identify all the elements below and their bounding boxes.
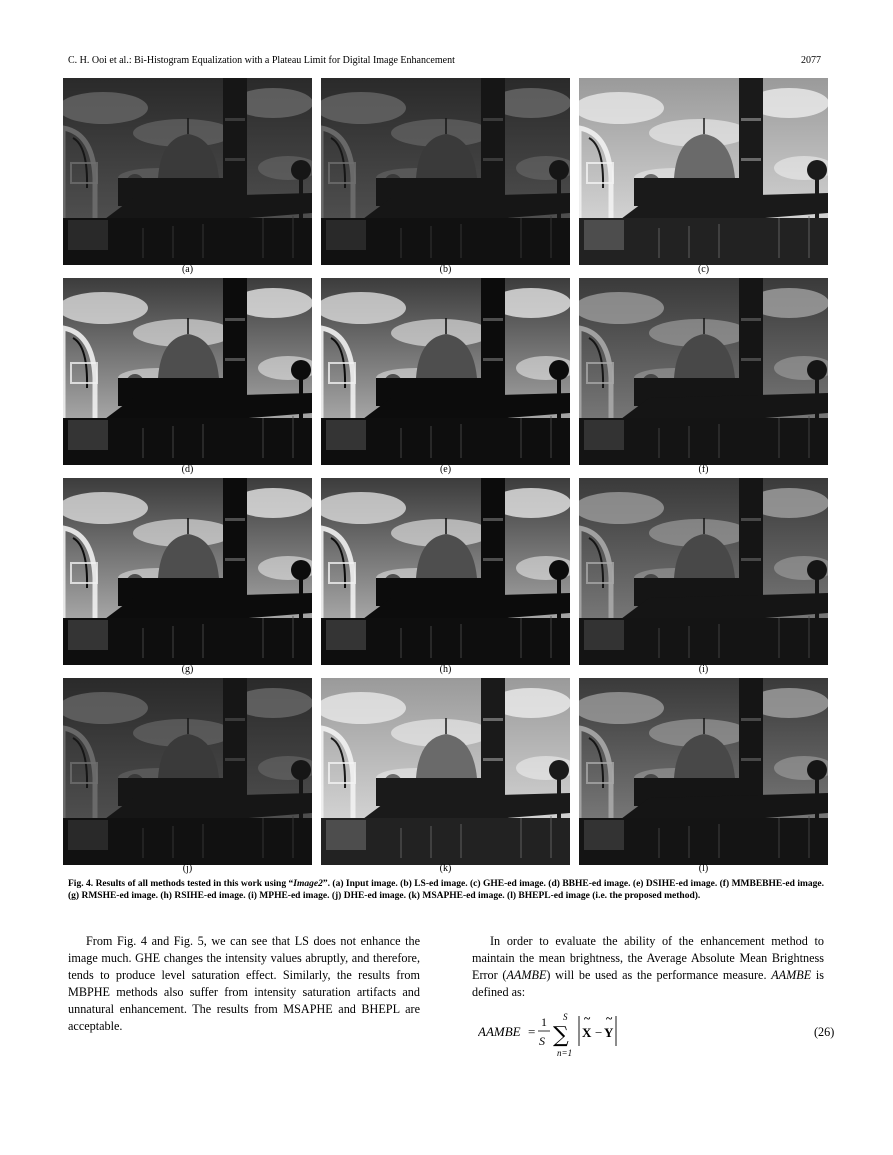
text-span: In order to evaluate the ability of the enhancement method to maintain the mean brightness, the Average Absolute Mean Brightness Error (: [472, 934, 824, 982]
figure-panel-image: [579, 278, 828, 465]
panel-label: (g): [181, 664, 194, 675]
figure-panel-image: [63, 78, 312, 265]
caption-image-name: Image2: [293, 879, 323, 889]
panel-label: (k): [439, 863, 452, 874]
eq-equals: =: [528, 1024, 536, 1039]
figure-panel-image: [63, 478, 312, 665]
eq-frac-num: 1: [541, 1015, 547, 1029]
body-paragraph-left: From Fig. 4 and Fig. 5, we can see that LS does not enhance the image much. GHE changes the intensity values abruptly, and therefore, tends to produce level saturation effect. Similarly, the results from MBPHE methods also suffer from intensity saturation artifacts and unnatural enhancement. The results from MSAPHE and BHEPL are acceptable.: [68, 934, 420, 1033]
panel-label: (b): [439, 264, 452, 275]
panel-label: (i): [698, 664, 709, 675]
figure-panel-image: [579, 78, 828, 265]
text-span: ) will be used as the performance measure.: [546, 968, 772, 982]
term-aambe: AAMBE: [506, 968, 547, 982]
equation-26: [478, 1012, 824, 1058]
figure-caption: [68, 878, 824, 903]
eq-sum-lower: n=1: [557, 1048, 573, 1058]
eq-tilde-y: ~: [606, 1012, 613, 1025]
eq-tilde-x: ~: [584, 1012, 591, 1025]
term-aambe: AAMBE: [771, 968, 812, 982]
eq-frac-den: S: [539, 1034, 545, 1048]
caption-rest: ”. (a) Input image. (b) LS-ed image. (c) GHE-ed image. (d) BBHE-ed image. (e) DSIHE-ed image. (f) MMBEBHE-ed image. (g) RMSHE-ed image. (h) RSIHE-ed image. (i) MPHE-ed image. (j) DHE-ed image. (k) MSAPHE-ed image. (l) BHEPL-ed image (i.e. the proposed method).: [68, 879, 824, 902]
panel-label: (a): [181, 264, 194, 275]
panel-label: (j): [182, 863, 193, 874]
figure-panel-image: [63, 678, 312, 865]
panel-label: (c): [697, 264, 710, 275]
body-column-right: [472, 933, 824, 1001]
eq-x: X: [582, 1025, 592, 1040]
panel-label: (h): [439, 664, 452, 675]
figure-panel-image: [63, 278, 312, 465]
panel-label: (f): [698, 464, 709, 475]
eq-minus: −: [595, 1025, 603, 1040]
page-number: 2077: [801, 55, 821, 66]
caption-lead: Fig. 4. Results of all methods tested in this work using “: [68, 879, 294, 889]
figure-panel-image: [579, 478, 828, 665]
eq-sum-upper: S: [563, 1012, 568, 1022]
panel-label: (e): [439, 464, 452, 475]
text-span: is defined as:: [472, 968, 824, 999]
eq-y: Y: [604, 1025, 614, 1040]
body-paragraph-right: [472, 933, 824, 1001]
figure-panel-image: [321, 278, 570, 465]
panel-label: (l): [698, 863, 709, 874]
eq-lhs: AAMBE: [478, 1024, 521, 1039]
equation-number: (26): [814, 1025, 835, 1039]
figure-panel-image: [321, 678, 570, 865]
figure-panel-image: [579, 678, 828, 865]
body-column-left: [68, 933, 420, 1035]
figure-panel-image: [321, 78, 570, 265]
running-title: C. H. Ooi et al.: Bi-Histogram Equalization with a Plateau Limit for Digital Image Enhancement: [68, 55, 455, 66]
eq-sum-symbol: ∑: [553, 1023, 569, 1048]
panel-label: (d): [181, 464, 194, 475]
figure-panel-image: [321, 478, 570, 665]
